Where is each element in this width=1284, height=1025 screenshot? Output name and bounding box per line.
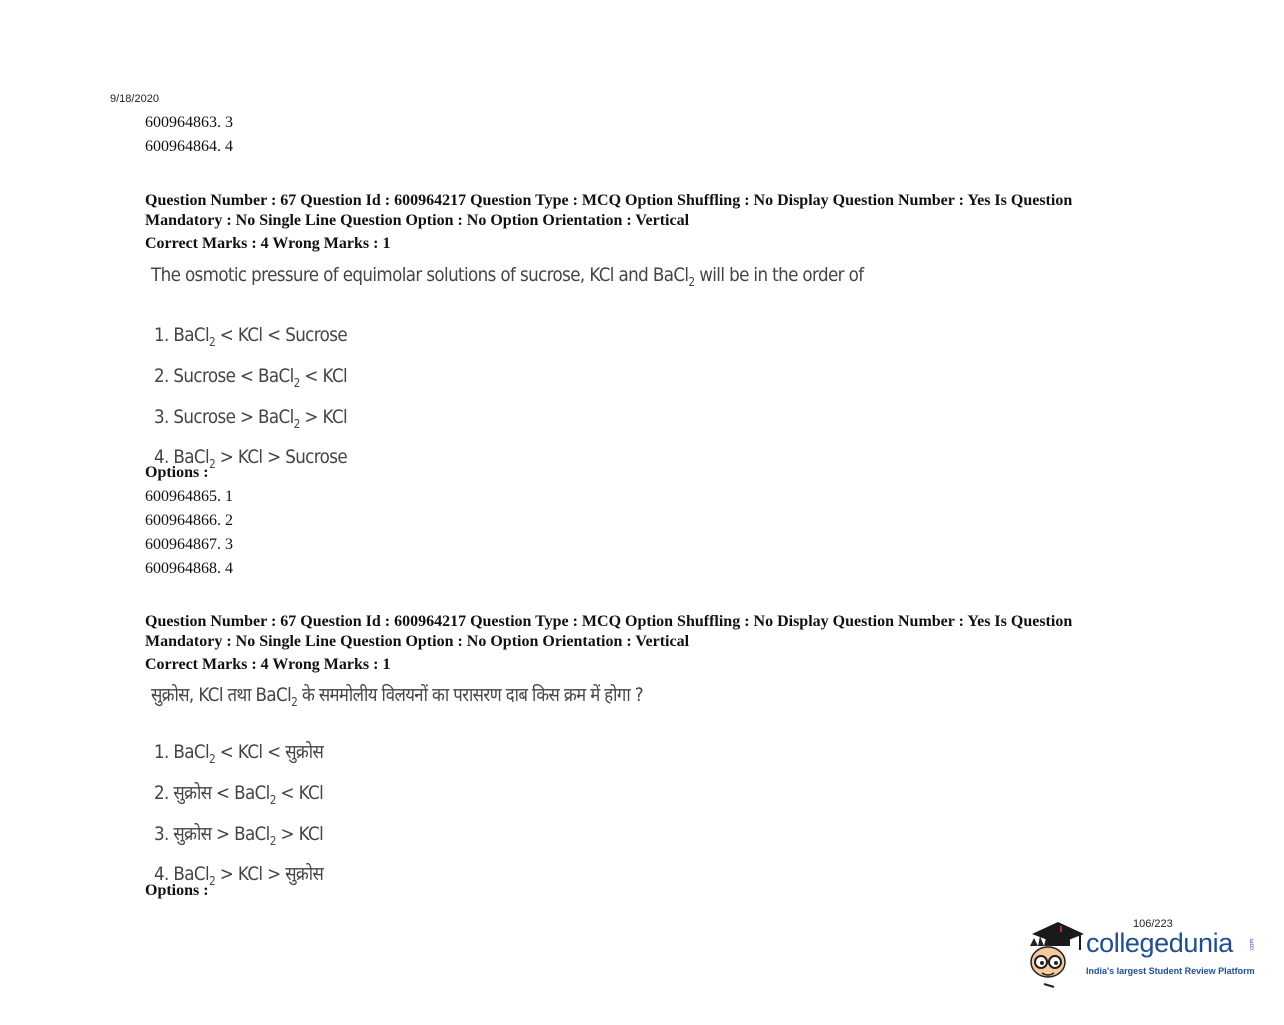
option-id-line: 600964864. 4 bbox=[145, 138, 233, 155]
answer-choice: 1. BaCl$_2$ < KCl < Sucrose bbox=[154, 324, 348, 349]
answer-choices-hindi bbox=[154, 735, 346, 898]
answer-choice: 2. सुक्रोस < BaCl$_2$ < KCl bbox=[154, 781, 324, 807]
page-number: 106/223 bbox=[1133, 918, 1173, 930]
question-meta bbox=[145, 612, 1155, 652]
answer-choice: 3. Sucrose > BaCl$_2$ > KCl bbox=[154, 405, 348, 431]
options-heading: Options : bbox=[145, 882, 209, 899]
option-id-line: 600964867. 3 bbox=[145, 536, 233, 553]
mascot-icon bbox=[1024, 920, 1086, 990]
marks-line: Correct Marks : 4 Wrong Marks : 1 bbox=[145, 656, 391, 673]
logo-domain: .com bbox=[1249, 938, 1256, 952]
logo-wordmark: collegedunia bbox=[1086, 928, 1233, 958]
option-id-line: 600964866. 2 bbox=[145, 512, 233, 529]
marks-line: Correct Marks : 4 Wrong Marks : 1 bbox=[145, 235, 391, 252]
option-id-line: 600964868. 4 bbox=[145, 560, 233, 577]
answer-choice: 3. सुक्रोस > BaCl$_2$ > KCl bbox=[154, 822, 324, 848]
question-meta-line: Mandatory : No Single Line Question Option : No Option Orientation : Vertical bbox=[145, 633, 690, 650]
question-meta bbox=[145, 191, 1155, 231]
option-id-line: 600964865. 1 bbox=[145, 488, 233, 505]
question-text-hindi: सुक्रोस, KCl तथा BaCl$_2$ के सममोलीय विलयनों का परासरण दाब किस क्रम में होगा ? bbox=[151, 684, 643, 709]
question-meta-line: Mandatory : No Single Line Question Option : No Option Orientation : Vertical bbox=[145, 212, 690, 229]
question-text: The osmotic pressure of equimolar solutions of sucrose, KCl and BaCl$_2$ will be in the order of bbox=[151, 264, 864, 289]
answer-choice: 4. BaCl$_2$ > KCl > Sucrose bbox=[154, 446, 348, 472]
collegedunia-logo bbox=[1024, 920, 1254, 990]
answer-choice: 2. Sucrose < BaCl$_2$ < KCl bbox=[154, 364, 348, 390]
print-date: 9/18/2020 bbox=[110, 93, 159, 105]
option-id-line: 600964863. 3 bbox=[145, 114, 233, 131]
answer-choices bbox=[154, 318, 373, 481]
question-meta-line: Question Number : 67 Question Id : 600964217 Question Type : MCQ Option Shuffling : No Display Question Number : Yes Is Question bbox=[145, 192, 1073, 209]
question-meta-line: Question Number : 67 Question Id : 600964217 Question Type : MCQ Option Shuffling : No Display Question Number : Yes Is Question bbox=[145, 613, 1073, 630]
answer-choice: 4. BaCl$_2$ > KCl > सुक्रोस bbox=[154, 863, 324, 889]
logo-tagline: India's largest Student Review Platform bbox=[1086, 966, 1255, 976]
answer-choice: 1. BaCl$_2$ < KCl < सुक्रोस bbox=[154, 741, 324, 766]
options-heading: Options : bbox=[145, 464, 209, 481]
